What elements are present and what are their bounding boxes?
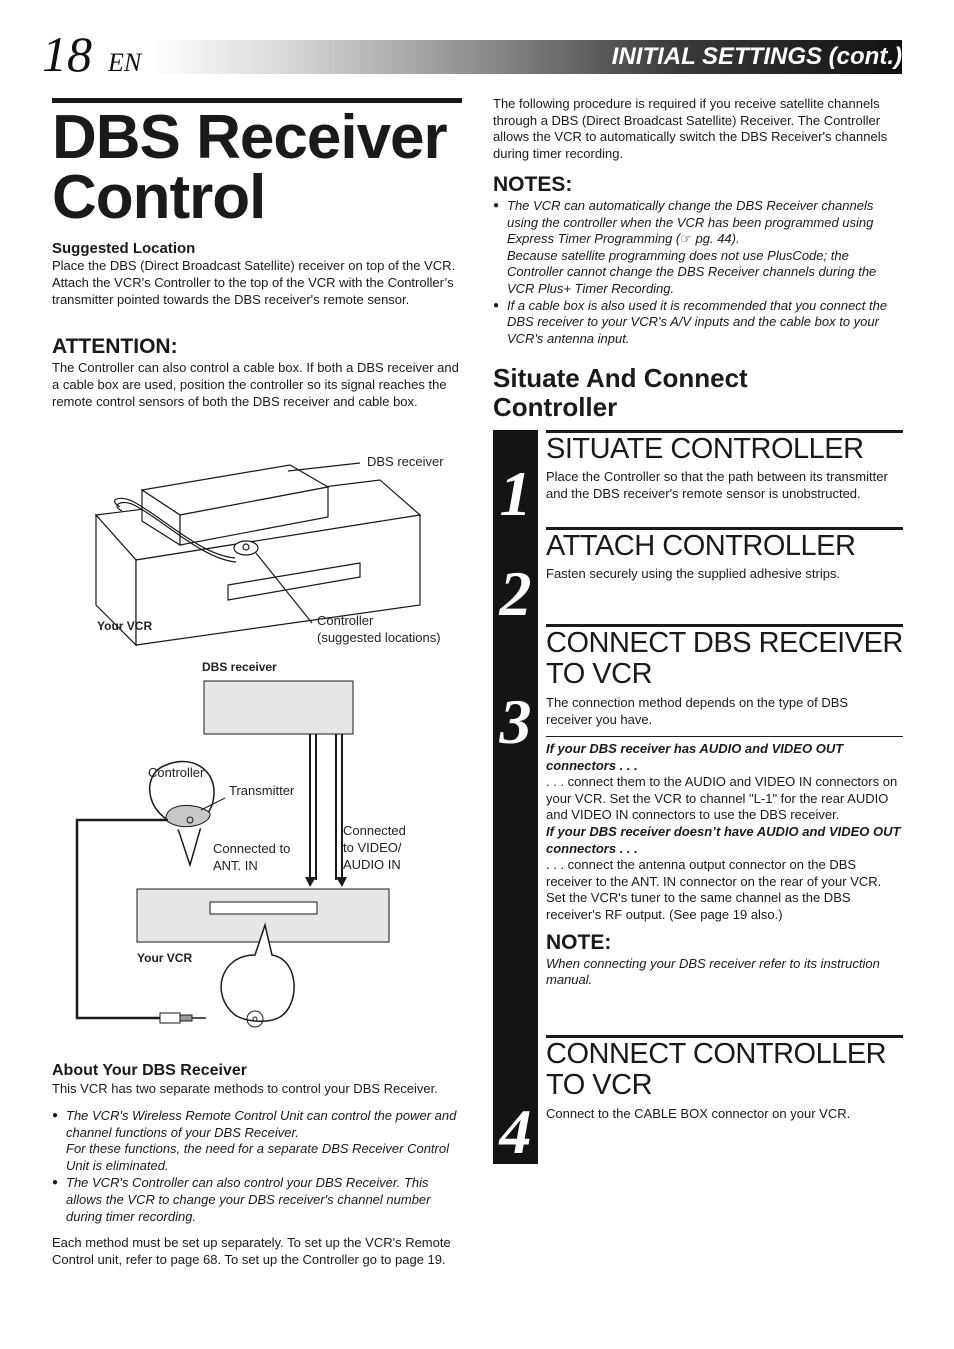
step-3-note-heading: NOTE: [546, 930, 612, 954]
step-4-number: 4 [499, 1096, 532, 1167]
diagram2-controller-label: Controller [148, 765, 205, 780]
attention-heading: ATTENTION: [52, 335, 178, 358]
about-bullet-1 [52, 1108, 462, 1175]
suggested-location-heading: Suggested Location [52, 240, 196, 257]
note-1 [493, 198, 905, 298]
step-3-text: The connection method depends on the type of DBS receiver you have. [546, 695, 849, 727]
step-2-text: Fasten securely using the supplied adhesive strips. [546, 566, 841, 581]
notes-heading: NOTES: [493, 173, 573, 196]
page-title-line1: DBS Receiver [52, 103, 447, 172]
section-header-title: INITIAL SETTINGS (cont.) [611, 43, 902, 70]
step-2-number: 2 [499, 558, 532, 629]
intro-paragraph: The following procedure is required if you receive satellite channels through a DBS (Direct Broadcast Satellite) Receiver. The Controller allows the VCR to automatically switch the DBS Receiver's channels during timer recording. [493, 96, 888, 161]
step-3-title-line1: CONNECT DBS RECEIVER [546, 627, 903, 659]
step-3-case-1-text: . . . connect them to the AUDIO and VIDEO IN connectors on your VCR. Set the VCR to channel "L-1" for the rear AUDIO and VIDEO IN connectors to use the DBS receiver. [546, 774, 898, 823]
step-3-divider [546, 736, 903, 737]
step-1-number: 1 [499, 458, 532, 529]
diagram2-connected-av-label-2: to VIDEO/ [343, 840, 402, 855]
situate-heading-line2: Controller [493, 392, 618, 422]
step-4-text: Connect to the CABLE BOX connector on your VCR. [546, 1106, 851, 1121]
page-title-line2: Control [52, 163, 266, 232]
step-3-title [546, 628, 903, 690]
attention-section [52, 334, 462, 410]
about-bullet-1b: For these functions, the need for a separate DBS Receiver Control Unit is eliminated. [66, 1141, 449, 1174]
page-title [52, 103, 482, 232]
step-2-title: ATTACH CONTROLLER [546, 530, 856, 562]
attention-text: The Controller can also control a cable box. If both a DBS receiver and a cable box are used, position the controller so its signal reaches the remote control sensors of both the DBS receiver and cable box. [52, 360, 459, 409]
step-4-title-line2: TO VCR [546, 1069, 653, 1101]
step-3-case-2-heading: If your DBS receiver doesn’t have AUDIO and VIDEO OUT connectors . . . [546, 823, 901, 856]
step-3-title-line2: TO VCR [546, 658, 653, 690]
page-language: EN [108, 48, 142, 77]
step-4-title-line1: CONNECT CONTROLLER [546, 1038, 887, 1070]
diagram1-your-vcr-label: Your VCR [97, 619, 153, 633]
diagram2-dbs-receiver-label: DBS receiver [202, 660, 277, 674]
diagram2-transmitter-label: Transmitter [229, 783, 295, 798]
diagram2-connected-av-label-3: AUDIO IN [343, 857, 401, 872]
situate-connect-heading [493, 364, 905, 422]
step-3-case-2-text: . . . connect the antenna output connector on the DBS receiver to the ANT. IN connector on the rear of your VCR. [546, 857, 882, 889]
av-arrow-left [305, 877, 316, 887]
about-section [52, 1061, 462, 1269]
step-3-case-1-heading: If your DBS receiver has AUDIO and VIDEO OUT connectors . . . [546, 741, 844, 773]
vcr-placement-diagram [60, 445, 480, 660]
about-heading: About Your DBS Receiver [52, 1062, 248, 1079]
note-1b: Because satellite programming does not use PlusCode; the Controller cannot change the DBS Receiver channels during the VCR Plus+ Timer Recording. [507, 247, 877, 296]
connection-diagram [60, 655, 460, 1035]
note-2: ● If a cable box is also used it is recommended that you connect the DBS receiver to your VCR's A/V inputs and the cable box to your VCR's antenna input. [493, 298, 905, 348]
note-1a: ● The VCR can automatically change the DBS Receiver channels using the controller when the VCR has been programmed using Express Timer Programming (☞ pg. 44). [507, 198, 874, 247]
diagram2-connected-av-label-1: Connected [343, 823, 406, 838]
step-1-text: Place the Controller so that the path between its transmitter and the DBS receiver's remote sensor is unobstructed. [546, 469, 888, 501]
diagram1-suggested-locations-label: (suggested locations) [317, 630, 441, 645]
diagram2-your-vcr-label: Your VCR [137, 951, 193, 965]
about-bullet-2: ● The VCR's Controller can also control your DBS Receiver. This allows the VCR to change your DBS receiver's channel number during timer recording. [52, 1175, 462, 1225]
av-arrow-right [336, 877, 347, 887]
situate-heading-line1: Situate And Connect [493, 363, 748, 393]
diagram1-dbs-receiver-label: DBS receiver [367, 454, 444, 469]
diagram2-connected-ant-label-2: ANT. IN [213, 858, 258, 873]
step-3-cases [546, 741, 903, 989]
step-3-number: 3 [499, 686, 532, 757]
step-3-note-text: When connecting your DBS receiver refer to its instruction manual. [546, 955, 880, 988]
suggested-location-text: Place the DBS (Direct Broadcast Satellite) receiver on top of the VCR. Attach the VCR's Controller to the top of the VCR with the Controller’s transmitter pointed towards the DBS receiver's remote sensor. [52, 258, 456, 307]
step-1-title: SITUATE CONTROLLER [546, 433, 864, 465]
step-number-band [493, 430, 538, 1167]
notes-section [493, 172, 905, 347]
about-closing: Each method must be set up separately. To set up the VCR's Remote Control unit, refer to page 68. To set up the Controller go to page 19. [52, 1235, 451, 1268]
about-intro: This VCR has two separate methods to control your DBS Receiver. [52, 1081, 438, 1096]
step-3-case-2-text-2: Set the VCR's tuner to the same channel as the DBS receiver's RF output. (See page 19 also.) [546, 890, 851, 922]
diagram2-connected-ant-label-1: Connected to [213, 841, 291, 856]
step-4-title [546, 1039, 903, 1101]
page-number: 18 [42, 26, 92, 82]
about-bullet-1a: ● The VCR's Wireless Remote Control Unit can control the power and channel functions of your DBS Receiver. [66, 1107, 457, 1140]
diagram1-controller-label: Controller [317, 613, 374, 628]
suggested-location-section [52, 240, 462, 308]
